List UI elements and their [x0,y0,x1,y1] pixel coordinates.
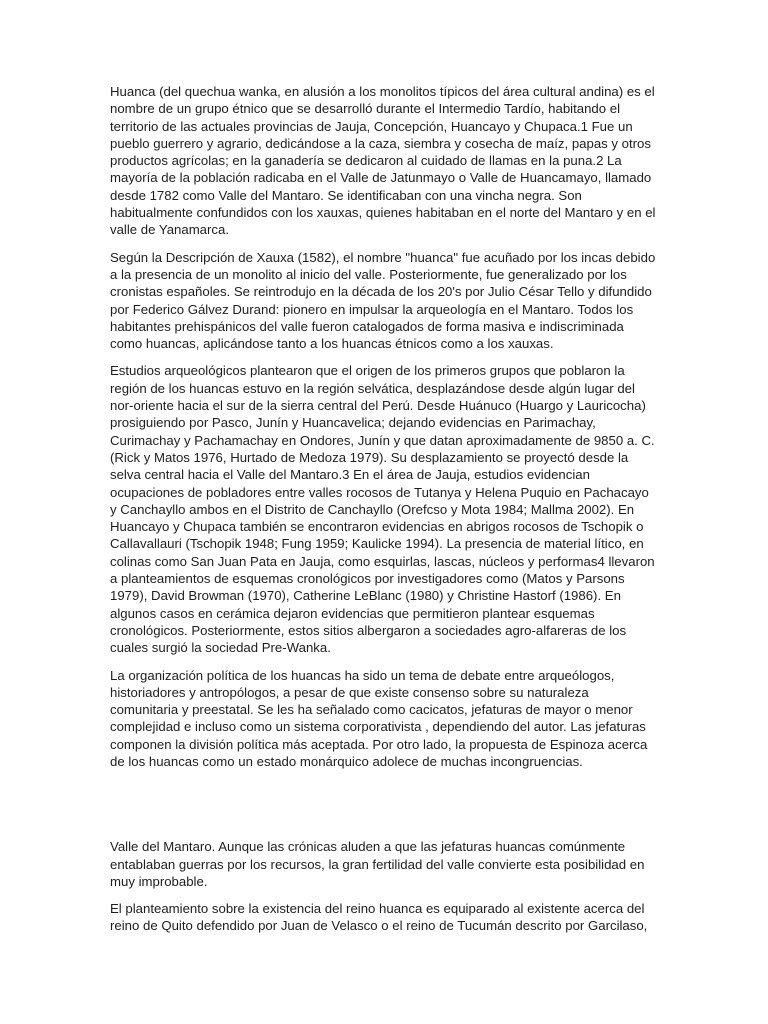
paragraph-gap [110,780,658,838]
paragraph-estudios-arqueologicos: Estudios arqueológicos plantearon que el origen de los primeros grupos que poblaron la región de los huancas estuvo en la región selvática, desplazándose desde algún lugar del nor-oriente hacia el sur de la sierra central del Perú. Desde Huánuco (Huargo y Lauricocha) prosiguiendo por Pasco, Junín y Huancavelica; dejando evidencias en Parimachay, Curimachay y Pachamachay en Ondores, Junín y que datan aproximadamente de 9850 a. C. (Rick y Matos 1976, Hurtado de Medoza 1979). Su desplazamiento se proyectó desde la selva central hacia el Valle del Mantaro.3 En el área de Jauja, estudios evidencian ocupaciones de pobladores entre valles rocosos de Tutanya y Helena Puquio en Pachacayo y Canchayllo ambos en el Distrito de Canchayllo (Orefcso y Mota 1984; Mallma 2002). En Huancayo y Chupaca también se encontraron evidencias en abrigos rocosos de Tschopik o Callavallauri (Tschopik 1948; Fung 1959; Kaulicke 1994). La presencia de material lítico, en colinas como San Juan Pata en Jauja, como esquirlas, lascas, núcleos y performas4 llevaron a planteamientos de esquemas cronológicos por investigadores como (Matos y Parsons 1979), David Browman (1970), Catherine LeBlanc (1980) y Christine Hastorf (1986). En algunos casos en cerámica dejaron evidencias que permitieron plantear esquemas cronológicos. Posteriormente, estos sitios albergaron a sociedades agro-alfareras de los cuales surgió la sociedad Pre-Wanka. [110,363,655,656]
paragraph-organizacion-politica: La organización política de los huancas ha sido un tema de debate entre arqueólogos, historiadores y antropólogos, a pesar de que existe consenso sobre su naturaleza comunitaria y preestatal. Se les ha señalado como cacicatos, jefaturas de mayor o menor complejidad e incluso como un sistema corporativista , dependiendo del autor. Las jefaturas componen la división política más aceptada. Por otro lado, la propuesta de Espinoza acerca de los huancas como un estado monárquico adolece de muchas incongruencias. [110,667,648,769]
paragraph-descripcion-xauxa: Según la Descripción de Xauxa (1582), el nombre "huanca" fue acuñado por los incas debido a la presencia de un monolito al inicio del valle. Posteriormente, fue generalizado por los cronistas españoles. Se reintrodujo en la década de los 20's por Julio César Tello y difundido por Federico Gálvez Durand: pionero en impulsar la arqueología en el Mantaro. Todos los habitantes prehispánicos del valle fueron catalogados de forma masiva e indiscriminada como huancas, aplicándose tanto a los huancas étnicos como a los xauxas. [110,249,656,352]
paragraph-huanca-intro: Huanca (del quechua wanka, en alusión a los monolitos típicos del área cultural andina) es el nombre de un grupo étnico que se desarrolló durante el Intermedio Tardío, habitando el territorio de las actuales provincias de Jauja, Concepción, Huancayo y Chupaca.1 Fue un pueblo guerrero y agrario, dedicándose a la caza, siembra y cosecha de maíz, papas y otros productos agrícolas; en la ganadería se dedicaron al cuidado de llamas en la puna.2 La mayoría de la población radicaba en el Valle de Jatunmayo o Valle de Huancamayo, llamado desde 1782 como Valle del Mantaro. Se identificaban con una vincha negra. Son habitualmente confundidos con los xauxas, quienes habitaban en el norte del Mantaro y en el valle de Yanamarca. [110,84,656,238]
paragraph-valle-mantaro: Valle del Mantaro. Aunque las crónicas aluden a que las jefaturas huancas comúnmente entablaban guerras por los recursos, la gran fertilidad del valle convierte esta posibilidad en muy improbable. [110,839,645,889]
paragraph-reino-huanca: El planteamiento sobre la existencia del reino huanca es equiparado al existente acerca del reino de Quito defendido por Juan de Velasco o el reino de Tucumán descrito por Garcilaso, [110,901,648,934]
